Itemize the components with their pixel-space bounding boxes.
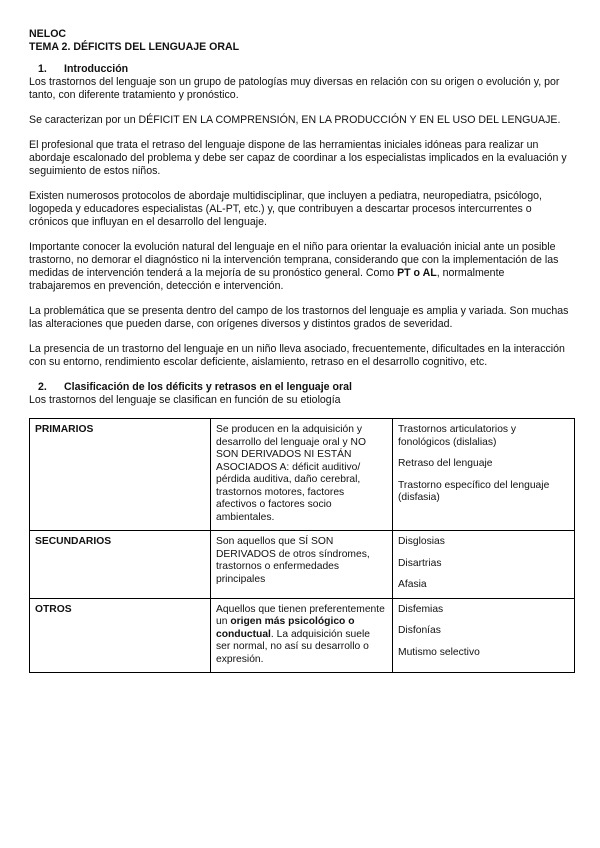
paragraph-2: Se caracterizan por un DÉFICIT EN LA COMPRENSIÓN, EN LA PRODUCCIÓN Y EN EL USO DEL LENGUAJE. xyxy=(29,114,561,126)
section-2-intro: Los trastornos del lenguaje se clasifican en función de su etiología xyxy=(29,394,341,406)
row-items-otros xyxy=(393,598,575,673)
row-description-otros xyxy=(211,598,393,673)
list-item: Disfemias xyxy=(398,603,444,615)
row-items-secundarios xyxy=(393,531,575,599)
row-label-primarios: PRIMARIOS xyxy=(30,419,211,531)
course-code: NELOC xyxy=(29,28,67,40)
document-page xyxy=(29,28,569,673)
list-item: Disartrias xyxy=(398,557,442,569)
paragraph-4: Existen numerosos protocolos de abordaje multidisciplinar, que incluyen a pediatra, neuropediatra, psicólogo, logopeda y educadores especialistas (AL-PT, etc.) y, que contribuyen a descartar procesos intercurrentes o crónicos que influyan en el desarrollo del lenguaje. xyxy=(29,190,542,228)
paragraph-5-text-a: Importante conocer la evolución natural del lenguaje en el niño para orientar la evaluación inicial ante un posible trastorno, no demorar el diagnóstico ni la intervención temprana, considerando que con la implementación de las medidas de intervención tenderá a la mejoría de su pronóstico general. Como xyxy=(29,241,559,279)
otros-desc-c: . La adquisición suele ser normal, no así su desarrollo o expresión. xyxy=(216,628,370,665)
list-item: Mutismo selectivo xyxy=(398,646,480,658)
list-item: Trastornos articulatorios y fonológicos (dislalias) xyxy=(398,424,517,448)
paragraph-7: La presencia de un trastorno del lenguaje en un niño lleva asociado, frecuentemente, dificultades en la interacción con su entorno, rendimiento escolar deficiente, aislamiento, retraso en el desarrollo cognitivo, etc. xyxy=(29,343,565,368)
table-row xyxy=(30,531,575,599)
paragraph-5-bold: PT o AL xyxy=(397,267,437,279)
section-1-number: 1. xyxy=(38,63,47,75)
section-2-heading xyxy=(29,381,569,394)
paragraph-5 xyxy=(29,241,569,293)
list-item: Retraso del lenguaje xyxy=(398,458,493,469)
classification-table xyxy=(29,418,575,673)
row-items-primarios xyxy=(393,419,575,531)
table-row xyxy=(30,419,575,531)
row-description-primarios: Se producen en la adquisición y desarrollo del lenguaje oral y NO SON DERIVADOS NI ESTÁN ASOCIADOS A: déficit auditivo/ pérdida auditiva, daño cerebral, trastornos motores, factores afectivos o factores socio ambientales. xyxy=(211,419,393,531)
paragraph-1: Los trastornos del lenguaje son un grupo de patologías muy diversas en relación con su origen o evolución y, por tanto, con diferente tratamiento y pronóstico. xyxy=(29,76,560,101)
section-1-title: Introducción xyxy=(64,63,129,75)
paragraph-3: El profesional que trata el retraso del lenguaje dispone de las herramientas iniciales idóneas para realizar un abordaje escalonado del problema y debe ser capaz de coordinar a los especialistas implicados en la evaluación y seguimiento de estos niños. xyxy=(29,139,567,177)
otros-desc-a: Aquellos que tienen preferentemente un xyxy=(216,603,385,627)
row-label-otros: OTROS xyxy=(30,598,211,673)
section-2-title: Clasificación de los déficits y retrasos en el lenguaje oral xyxy=(64,381,352,393)
list-item: Disglosias xyxy=(398,536,445,547)
row-description-secundarios: Son aquellos que SÍ SON DERIVADOS de otros síndromes, trastornos o enfermedades principales xyxy=(211,531,393,599)
list-item: Afasia xyxy=(398,579,427,590)
document-title: TEMA 2. DÉFICITS DEL LENGUAJE ORAL xyxy=(29,41,240,53)
paragraph-5-text-c: , normalmente trabajaremos en prevención, detección e intervención. xyxy=(29,267,505,292)
table-row xyxy=(30,598,575,673)
section-1-heading xyxy=(29,63,569,76)
otros-desc-bold: origen más psicológico o conductual xyxy=(216,616,355,640)
section-2-number: 2. xyxy=(38,381,47,393)
list-item: Trastorno específico del lenguaje (disfasia) xyxy=(398,479,550,503)
paragraph-6: La problemática que se presenta dentro del campo de los trastornos del lenguaje es amplia y variada. Son muchas las alteraciones que pueden darse, con orígenes diversos y distintos grados de severidad. xyxy=(29,305,569,330)
list-item: Disfonías xyxy=(398,625,441,636)
row-label-secundarios: SECUNDARIOS xyxy=(30,531,211,599)
